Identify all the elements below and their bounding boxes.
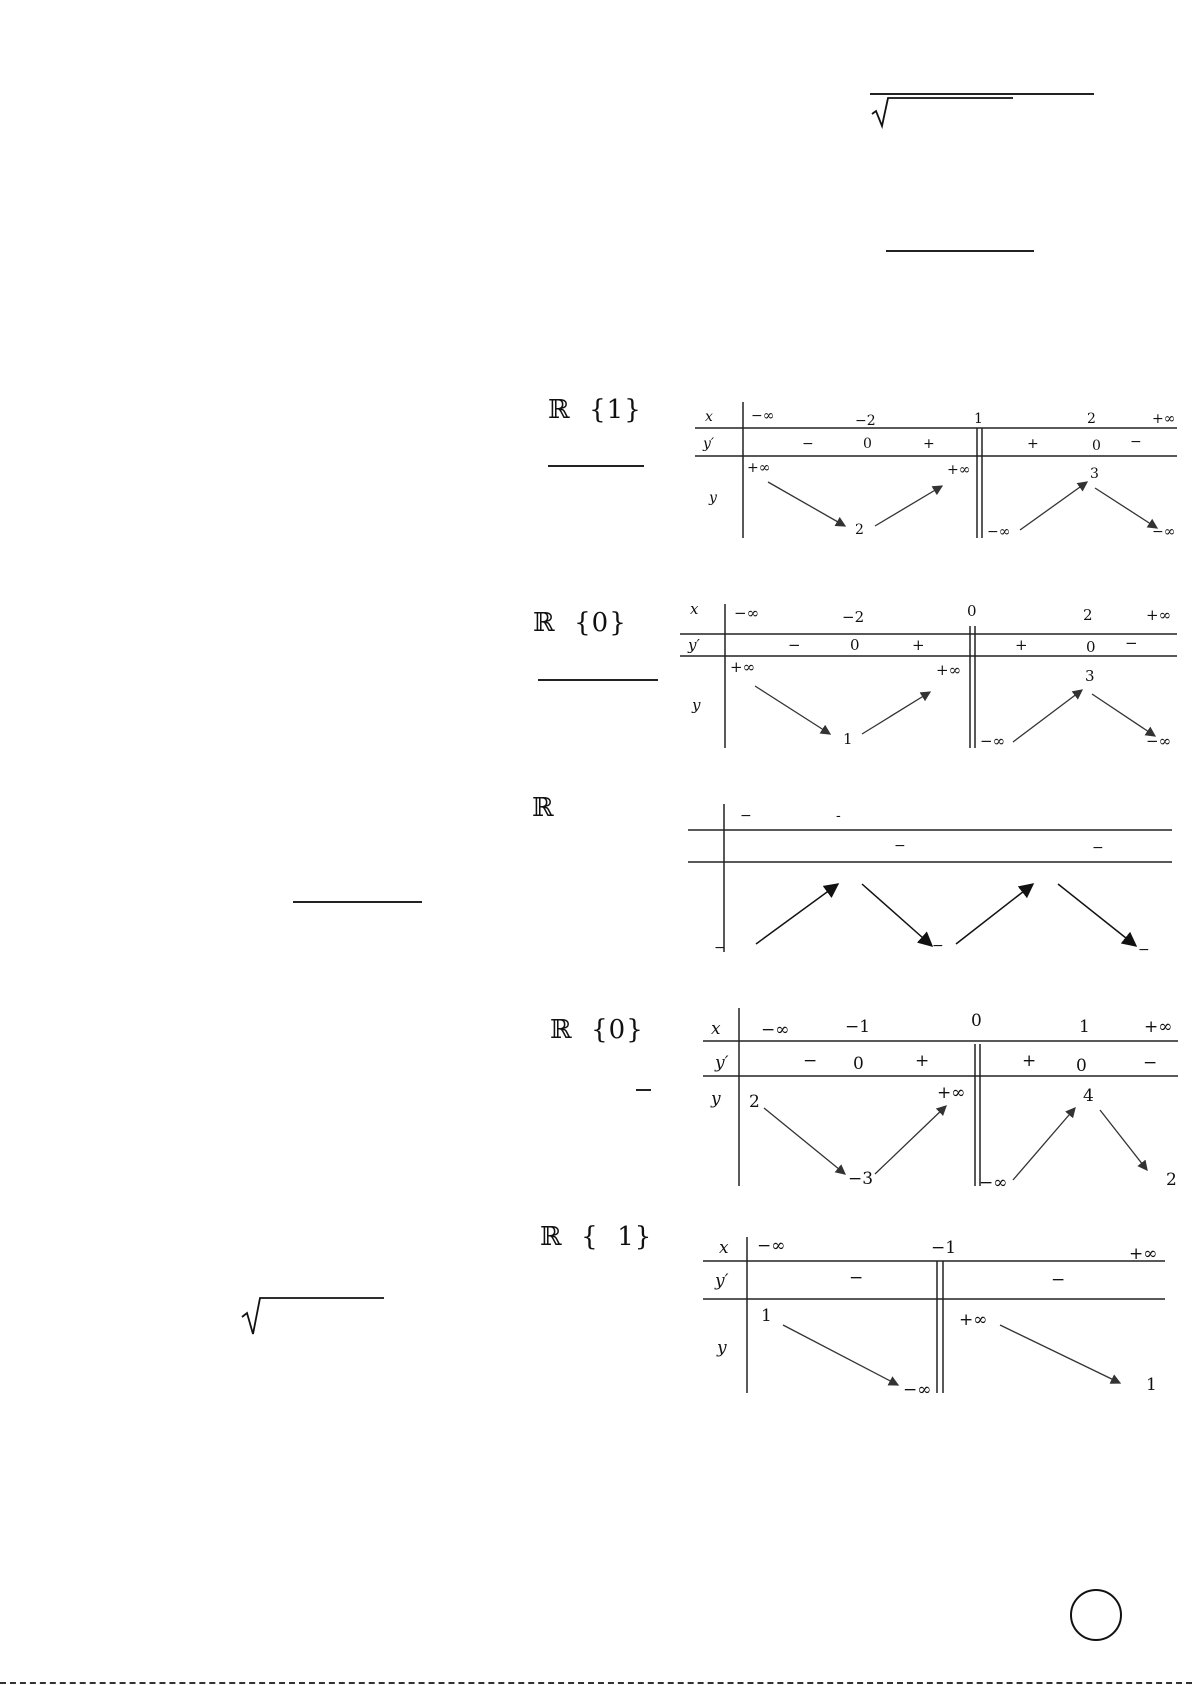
y-value: 1 bbox=[843, 730, 853, 748]
y-value: − bbox=[714, 940, 726, 956]
yprime-sign: − bbox=[849, 1268, 864, 1288]
yprime-sign: − bbox=[803, 1051, 818, 1071]
y-value: −∞ bbox=[987, 524, 1011, 540]
fraction-bar bbox=[538, 679, 658, 681]
x-value: - bbox=[836, 808, 841, 824]
y-value: +∞ bbox=[936, 661, 962, 679]
radical-sign bbox=[240, 1293, 386, 1337]
yprime-zero: 0 bbox=[863, 436, 872, 452]
y-value: +∞ bbox=[730, 658, 756, 676]
variation-table-2 bbox=[680, 602, 1185, 754]
domain-label-5: ℝ { 1} bbox=[540, 1222, 653, 1252]
x-value: +∞ bbox=[1144, 1017, 1173, 1037]
domain-label-3: ℝ bbox=[532, 793, 555, 823]
x-value: − bbox=[740, 808, 752, 824]
y-value: 3 bbox=[1090, 466, 1099, 482]
fraction-bar bbox=[636, 1089, 651, 1091]
y-value: 2 bbox=[749, 1092, 760, 1112]
x-value: 1 bbox=[1079, 1017, 1090, 1037]
variation-table-1 bbox=[695, 400, 1185, 546]
y-value: −∞ bbox=[980, 732, 1006, 750]
x-value: −2 bbox=[855, 413, 876, 429]
x-value: −1 bbox=[931, 1238, 957, 1258]
yprime-zero: 0 bbox=[850, 636, 860, 654]
domain-label-4: ℝ {0} bbox=[550, 1015, 644, 1045]
row-label-y: y bbox=[717, 1338, 727, 1358]
y-value: 3 bbox=[1085, 667, 1095, 685]
x-value: 0 bbox=[967, 602, 977, 620]
row-label-yprime: y′ bbox=[715, 1053, 729, 1073]
yprime-zero: 0 bbox=[1076, 1056, 1087, 1076]
y-value: − bbox=[932, 938, 944, 954]
yprime-sign: + bbox=[1027, 436, 1039, 452]
y-value: − bbox=[1138, 942, 1150, 958]
row-label-x: x bbox=[719, 1238, 729, 1258]
domain-label-2: ℝ {0} bbox=[533, 608, 627, 638]
y-value: −∞ bbox=[903, 1380, 932, 1400]
y-value: −3 bbox=[848, 1169, 874, 1189]
fraction-bar bbox=[548, 465, 644, 467]
x-value: 2 bbox=[1087, 411, 1096, 427]
fraction-bar bbox=[293, 901, 422, 903]
row-label-yprime: y′ bbox=[703, 436, 715, 452]
yprime-sign: + bbox=[912, 636, 925, 654]
yprime-sign: + bbox=[923, 436, 935, 452]
row-label-x: x bbox=[711, 1019, 721, 1039]
x-value: +∞ bbox=[1129, 1244, 1158, 1264]
row-label-x: x bbox=[690, 600, 699, 618]
y-value: 4 bbox=[1083, 1086, 1094, 1106]
yprime-zero: 0 bbox=[853, 1054, 864, 1074]
x-value: −∞ bbox=[751, 408, 775, 424]
row-label-y: y bbox=[709, 490, 717, 506]
radical-sign bbox=[870, 94, 1015, 130]
yprime-zero: 0 bbox=[1092, 438, 1101, 454]
x-value: −1 bbox=[845, 1017, 871, 1037]
y-value: +∞ bbox=[947, 462, 971, 478]
yprime-zero: 0 bbox=[1086, 638, 1096, 656]
y-value: 1 bbox=[761, 1306, 772, 1326]
yprime-sign: − bbox=[1051, 1270, 1066, 1290]
x-value: +∞ bbox=[1152, 411, 1176, 427]
variation-table-3 bbox=[688, 802, 1176, 962]
yprime-sign: − bbox=[1130, 434, 1142, 450]
y-value: 1 bbox=[1146, 1375, 1157, 1395]
y-value: −∞ bbox=[1152, 524, 1176, 540]
variation-table-4 bbox=[703, 1006, 1185, 1193]
fraction-bar bbox=[886, 250, 1034, 252]
yprime-sign: − bbox=[894, 838, 906, 854]
x-value: −∞ bbox=[734, 604, 760, 622]
row-label-y: y bbox=[692, 696, 701, 714]
bottom-dashed-border bbox=[0, 1682, 1192, 1684]
yprime-sign: − bbox=[1092, 840, 1104, 856]
row-label-y: y bbox=[711, 1089, 721, 1109]
y-value: −∞ bbox=[1146, 732, 1172, 750]
x-value: 1 bbox=[974, 411, 983, 427]
y-value: 2 bbox=[1166, 1170, 1177, 1190]
y-value: +∞ bbox=[747, 460, 771, 476]
x-value: 0 bbox=[971, 1011, 982, 1031]
y-value: 2 bbox=[855, 522, 864, 538]
yprime-sign: − bbox=[802, 436, 814, 452]
domain-label-1: ℝ {1} bbox=[548, 395, 642, 425]
row-label-yprime: y′ bbox=[715, 1271, 729, 1291]
x-value: −∞ bbox=[757, 1236, 786, 1256]
yprime-sign: + bbox=[1022, 1051, 1037, 1071]
y-value: +∞ bbox=[937, 1083, 966, 1103]
yprime-sign: − bbox=[1143, 1053, 1158, 1073]
row-label-x: x bbox=[705, 409, 713, 425]
y-value: +∞ bbox=[959, 1310, 988, 1330]
x-value: +∞ bbox=[1146, 606, 1172, 624]
x-value: 2 bbox=[1083, 606, 1093, 624]
yprime-sign: − bbox=[1125, 634, 1138, 652]
x-value: −2 bbox=[842, 608, 865, 626]
row-label-yprime: y′ bbox=[688, 636, 700, 654]
y-value: −∞ bbox=[979, 1173, 1008, 1193]
variation-table-5 bbox=[703, 1233, 1173, 1399]
x-value: −∞ bbox=[761, 1020, 790, 1040]
yprime-sign: − bbox=[788, 636, 801, 654]
page-number-circle bbox=[1070, 1589, 1122, 1641]
yprime-sign: + bbox=[1015, 636, 1028, 654]
yprime-sign: + bbox=[915, 1051, 930, 1071]
